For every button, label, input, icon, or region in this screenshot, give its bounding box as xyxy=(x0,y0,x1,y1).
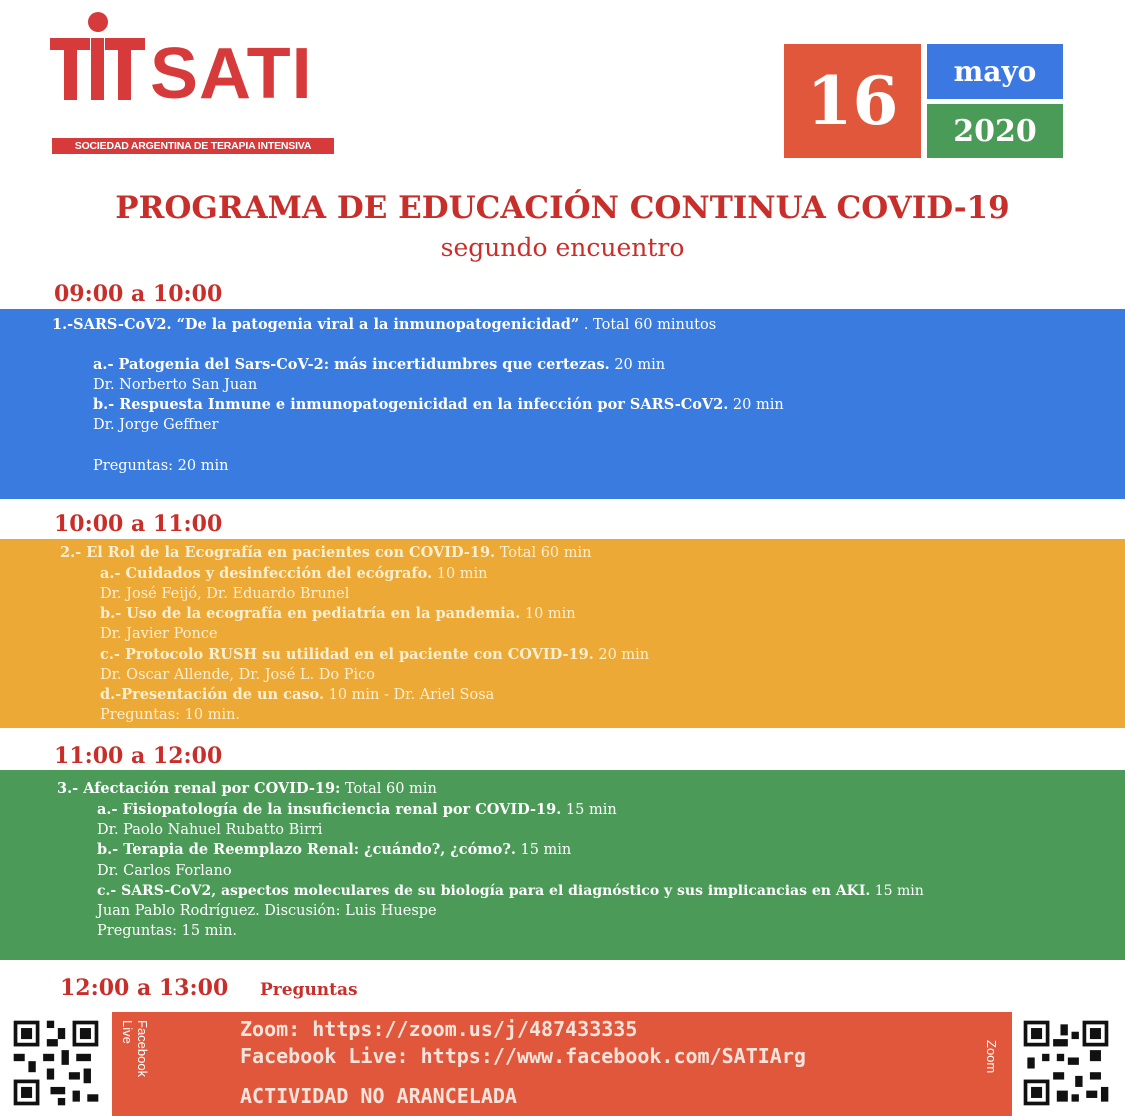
zoom-link[interactable]: Zoom: https://zoom.us/j/487433335 xyxy=(240,1017,638,1041)
page-subtitle: segundo encuentro xyxy=(440,233,685,262)
talk-speaker: Dr. Jorge Geffner xyxy=(93,417,219,433)
slot-time-3: 11:00 a 12:00 xyxy=(54,743,223,769)
facebook-live-vertical-label: Facebook Live xyxy=(120,1020,150,1078)
session-block-3 xyxy=(0,770,1125,960)
session-heading: 2.- El Rol de la Ecografía en pacientes con COVID-19. Total 60 min xyxy=(60,544,592,561)
session-block-1 xyxy=(0,309,1125,499)
talk-speaker: Dr. Javier Ponce xyxy=(100,626,218,642)
zoom-vertical-label: Zoom xyxy=(984,1040,999,1074)
talk-speaker: Dr. Paolo Nahuel Rubatto Birri xyxy=(97,822,323,838)
session-heading: 3.- Afectación renal por COVID-19: Total 60 min xyxy=(57,780,437,797)
talk-speaker: Dr. Oscar Allende, Dr. José L. Do Pico xyxy=(100,667,375,683)
logo-subtitle: SOCIEDAD ARGENTINA DE TERAPIA INTENSIVA xyxy=(52,138,334,154)
slot-time-4: 12:00 a 13:00 xyxy=(60,975,229,1001)
questions-time: Preguntas: 10 min. xyxy=(100,707,241,723)
date-month: mayo xyxy=(927,44,1063,99)
facebook-link[interactable]: Facebook Live: https://www.facebook.com/SATIArg xyxy=(240,1044,806,1068)
talk-title: c.- SARS-CoV2, aspectos moleculares de su biología para el diagnóstico y sus implicancias en AKI. 15 min xyxy=(97,883,924,899)
logo-wordmark: SATI xyxy=(150,34,313,114)
slot-time-2: 10:00 a 11:00 xyxy=(54,511,223,537)
date-year: 2020 xyxy=(927,104,1063,158)
talk-title: b.- Respuesta Inmune e inmunopatogenicidad en la infección por SARS-CoV2. 20 min xyxy=(93,396,784,413)
talk-title: a.- Patogenia del Sars-CoV-2: más incertidumbres que certezas. 20 min xyxy=(93,356,666,373)
slot-time-1: 09:00 a 10:00 xyxy=(54,281,223,307)
slot-label-questions: Preguntas xyxy=(260,980,358,1000)
page-title: PROGRAMA DE EDUCACIÓN CONTINUA COVID-19 xyxy=(115,190,1010,226)
talk-title: a.- Fisiopatología de la insuficiencia renal por COVID-19. 15 min xyxy=(97,801,617,818)
talk-title: a.- Cuidados y desinfección del ecógrafo. 10 min xyxy=(100,565,488,582)
qr-code-zoom-icon[interactable] xyxy=(1020,1017,1112,1109)
talk-speaker: Dr. Carlos Forlano xyxy=(97,863,232,879)
qr-code-facebook-icon[interactable] xyxy=(10,1017,102,1109)
talk-speaker: Dr. José Feijó, Dr. Eduardo Brunel xyxy=(100,586,350,602)
links-footer xyxy=(112,1012,1012,1116)
sati-logo-icon xyxy=(50,12,145,102)
questions-time: Preguntas: 15 min. xyxy=(97,923,238,939)
talk-title: b.- Uso de la ecografía en pediatría en la pandemia. 10 min xyxy=(100,605,576,622)
free-activity-note: ACTIVIDAD NO ARANCELADA xyxy=(240,1084,517,1108)
session-block-2 xyxy=(0,539,1125,728)
session-heading: 1.-SARS-CoV2. “De la patogenia viral a la inmunopatogenicidad” . Total 60 minutos xyxy=(52,316,717,333)
talk-title: d.-Presentación de un caso. 10 min - Dr. Ariel Sosa xyxy=(100,686,495,703)
talk-title: c.- Protocolo RUSH su utilidad en el paciente con COVID-19. 20 min xyxy=(100,646,650,663)
talk-speaker: Dr. Norberto San Juan xyxy=(93,377,258,393)
talk-title: b.- Terapia de Reemplazo Renal: ¿cuándo?, ¿cómo?. 15 min xyxy=(97,841,572,858)
date-day: 16 xyxy=(784,44,921,158)
talk-speaker: Juan Pablo Rodríguez. Discusión: Luis Huespe xyxy=(97,903,437,919)
questions-time: Preguntas: 20 min xyxy=(93,458,229,474)
